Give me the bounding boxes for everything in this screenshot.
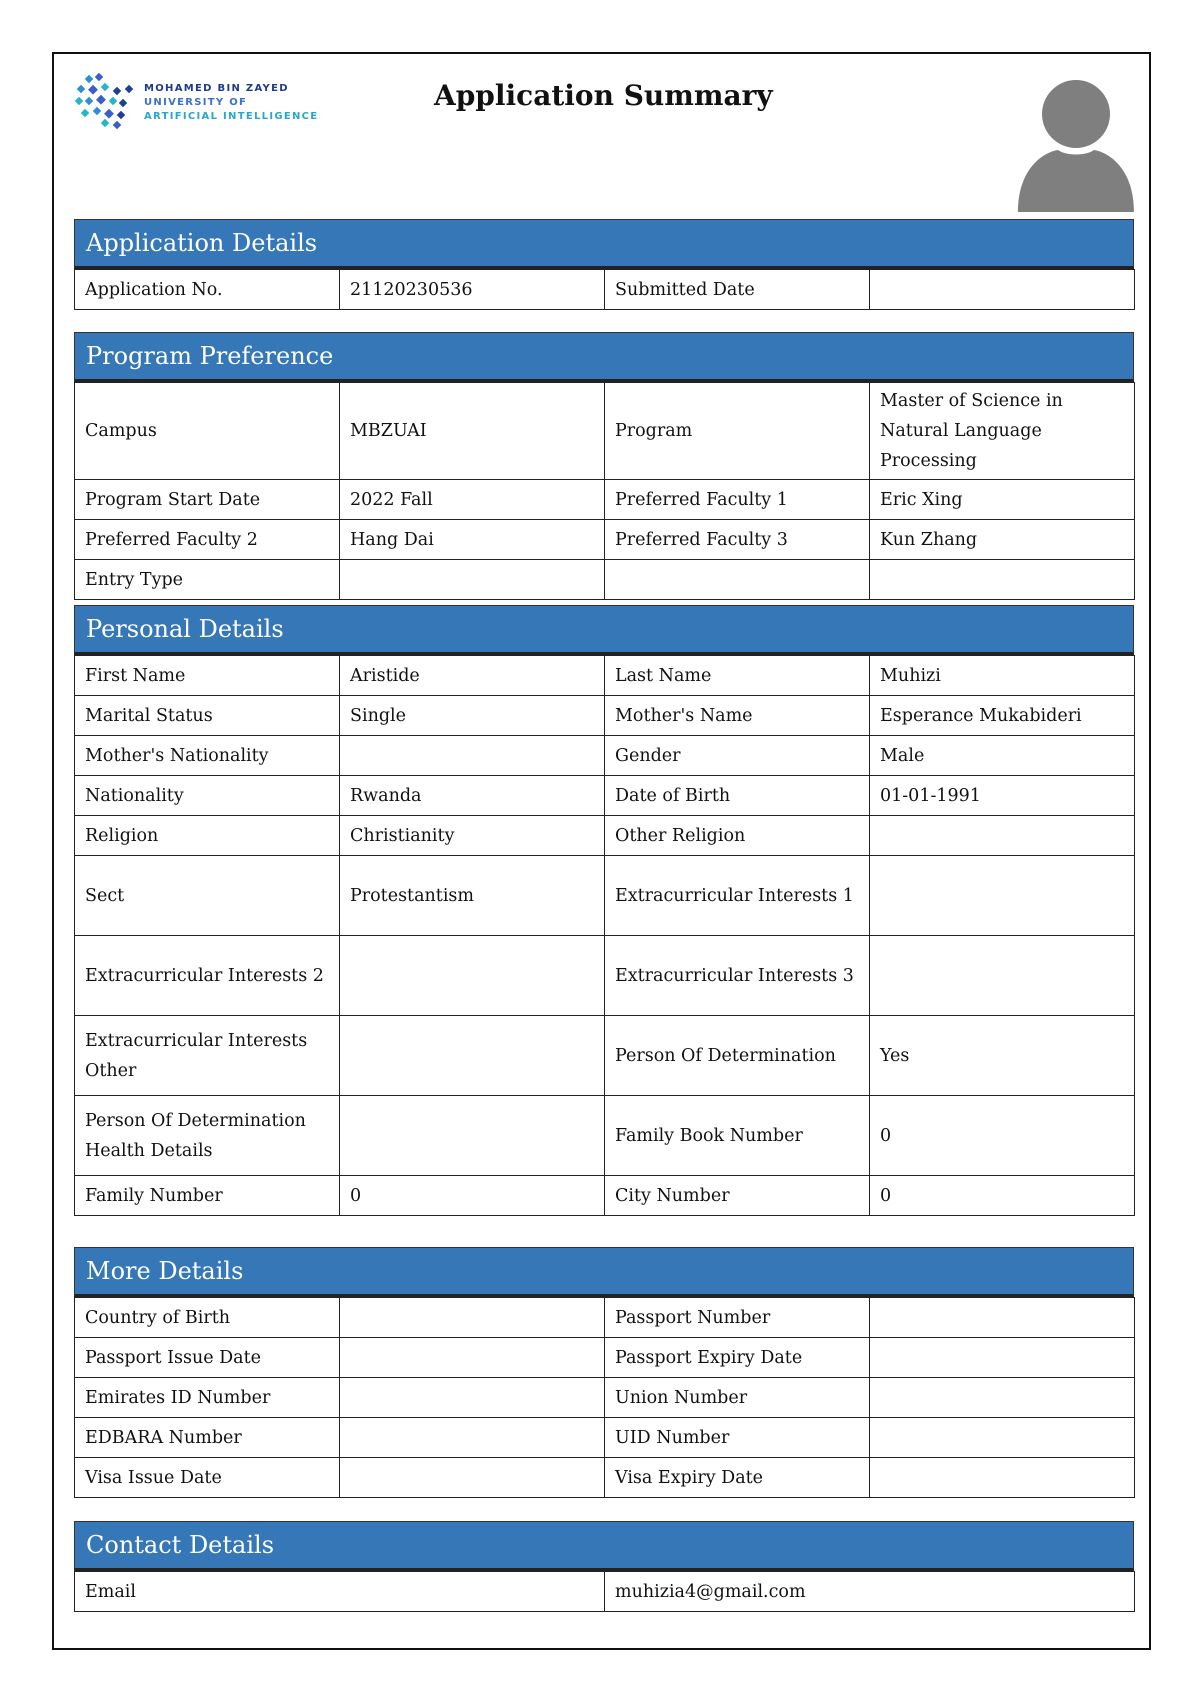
- field-value: Yes: [870, 1016, 1135, 1096]
- table-row: [75, 560, 1135, 600]
- field-label: Entry Type: [75, 560, 340, 600]
- field-label: City Number: [605, 1176, 870, 1216]
- field-label: Application No.: [75, 270, 340, 310]
- field-value: [340, 1298, 605, 1338]
- field-value: [340, 1378, 605, 1418]
- more-details-table: [74, 1297, 1135, 1498]
- section-heading: More Details: [74, 1247, 1134, 1297]
- field-label: Religion: [75, 816, 340, 856]
- user-avatar-icon: [1014, 72, 1138, 212]
- section-heading: Contact Details: [74, 1521, 1134, 1571]
- field-label: Extracurricular Interests 2: [75, 936, 340, 1016]
- table-row: [75, 270, 1135, 310]
- field-label: Passport Issue Date: [75, 1338, 340, 1378]
- personal-details-table: [74, 655, 1135, 1216]
- program-preference-table: [74, 382, 1135, 600]
- field-value: [870, 560, 1135, 600]
- field-value: Master of Science in Natural Language Processing: [870, 383, 1135, 480]
- field-label: Family Book Number: [605, 1096, 870, 1176]
- field-label: Union Number: [605, 1378, 870, 1418]
- field-value: 0: [340, 1176, 605, 1216]
- application-details-table: [74, 269, 1135, 310]
- field-value: [340, 1096, 605, 1176]
- section-heading: Application Details: [74, 219, 1134, 269]
- table-row: [75, 520, 1135, 560]
- table-row: [75, 736, 1135, 776]
- field-value: Eric Xing: [870, 480, 1135, 520]
- table-row: [75, 696, 1135, 736]
- field-value: 0: [870, 1096, 1135, 1176]
- field-label: Person Of Determination Health Details: [75, 1096, 340, 1176]
- table-row: [75, 936, 1135, 1016]
- table-row: [75, 1298, 1135, 1338]
- page-title: Application Summary: [434, 79, 773, 112]
- field-label: Preferred Faculty 3: [605, 520, 870, 560]
- field-value: Aristide: [340, 656, 605, 696]
- field-value: [340, 1458, 605, 1498]
- field-label: Extracurricular Interests Other: [75, 1016, 340, 1096]
- field-value: [340, 1338, 605, 1378]
- logo-wordmark: [144, 82, 318, 124]
- field-value: 01-01-1991: [870, 776, 1135, 816]
- logo-line-2: UNIVERSITY OF: [144, 97, 248, 108]
- field-value: [870, 270, 1135, 310]
- field-value: [340, 560, 605, 600]
- field-label: UID Number: [605, 1418, 870, 1458]
- field-value: Hang Dai: [340, 520, 605, 560]
- field-label: Family Number: [75, 1176, 340, 1216]
- field-label: Passport Number: [605, 1298, 870, 1338]
- field-value: [340, 736, 605, 776]
- contact-details-table: [74, 1571, 1135, 1612]
- field-label: Extracurricular Interests 1: [605, 856, 870, 936]
- application-details-section: [74, 219, 1134, 310]
- document-page: [52, 52, 1151, 1650]
- field-value: [340, 936, 605, 1016]
- table-row: [75, 856, 1135, 936]
- field-label: Country of Birth: [75, 1298, 340, 1338]
- field-label: Other Religion: [605, 816, 870, 856]
- field-label: Gender: [605, 736, 870, 776]
- university-logo: [74, 72, 319, 132]
- field-value: Muhizi: [870, 656, 1135, 696]
- field-label: First Name: [75, 656, 340, 696]
- field-value: [870, 936, 1135, 1016]
- field-value: [870, 1298, 1135, 1338]
- field-value: Single: [340, 696, 605, 736]
- field-value: [870, 1418, 1135, 1458]
- field-label: Visa Issue Date: [75, 1458, 340, 1498]
- field-label: Emirates ID Number: [75, 1378, 340, 1418]
- program-preference-section: [74, 332, 1134, 600]
- table-row: [75, 1572, 1135, 1612]
- profile-photo-placeholder: [1014, 72, 1138, 212]
- table-row: [75, 480, 1135, 520]
- field-label: Mother's Name: [605, 696, 870, 736]
- contact-details-section: [74, 1521, 1134, 1612]
- field-label: Visa Expiry Date: [605, 1458, 870, 1498]
- field-label: Date of Birth: [605, 776, 870, 816]
- table-row: [75, 1378, 1135, 1418]
- field-label: Sect: [75, 856, 340, 936]
- table-row: [75, 1338, 1135, 1378]
- table-row: [75, 1096, 1135, 1176]
- field-value: [870, 1338, 1135, 1378]
- table-row: [75, 816, 1135, 856]
- field-label: Passport Expiry Date: [605, 1338, 870, 1378]
- field-value: [340, 1418, 605, 1458]
- table-row: [75, 1176, 1135, 1216]
- field-value: Male: [870, 736, 1135, 776]
- logo-mark-icon: [74, 72, 140, 132]
- field-label: EDBARA Number: [75, 1418, 340, 1458]
- field-label: Submitted Date: [605, 270, 870, 310]
- field-value: Kun Zhang: [870, 520, 1135, 560]
- table-row: [75, 383, 1135, 480]
- field-value: [340, 1016, 605, 1096]
- section-heading: Personal Details: [74, 605, 1134, 655]
- field-value: 0: [870, 1176, 1135, 1216]
- field-label: Email: [75, 1572, 605, 1612]
- field-label: [605, 560, 870, 600]
- logo-line-1: MOHAMED BIN ZAYED: [144, 83, 289, 94]
- field-value: [870, 1458, 1135, 1498]
- section-heading: Program Preference: [74, 332, 1134, 382]
- table-row: [75, 1458, 1135, 1498]
- email-value: muhizia4@gmail.com: [605, 1572, 1135, 1612]
- field-label: Extracurricular Interests 3: [605, 936, 870, 1016]
- field-value: 2022 Fall: [340, 480, 605, 520]
- field-label: Program: [605, 383, 870, 480]
- table-row: [75, 1418, 1135, 1458]
- table-row: [75, 1016, 1135, 1096]
- field-label: Last Name: [605, 656, 870, 696]
- field-label: Campus: [75, 383, 340, 480]
- field-label: Nationality: [75, 776, 340, 816]
- field-label: Preferred Faculty 2: [75, 520, 340, 560]
- field-label: Mother's Nationality: [75, 736, 340, 776]
- field-label: Person Of Determination: [605, 1016, 870, 1096]
- more-details-section: [74, 1247, 1134, 1498]
- field-value: MBZUAI: [340, 383, 605, 480]
- field-value: [870, 856, 1135, 936]
- field-label: Program Start Date: [75, 480, 340, 520]
- field-value: [870, 1378, 1135, 1418]
- personal-details-section: [74, 605, 1134, 1216]
- field-value: Christianity: [340, 816, 605, 856]
- field-label: Marital Status: [75, 696, 340, 736]
- field-value: [870, 816, 1135, 856]
- table-row: [75, 656, 1135, 696]
- field-value: 21120230536: [340, 270, 605, 310]
- field-value: Esperance Mukabideri: [870, 696, 1135, 736]
- field-value: Protestantism: [340, 856, 605, 936]
- field-label: Preferred Faculty 1: [605, 480, 870, 520]
- logo-line-3: ARTIFICIAL INTELLIGENCE: [144, 111, 319, 122]
- table-row: [75, 776, 1135, 816]
- field-value: Rwanda: [340, 776, 605, 816]
